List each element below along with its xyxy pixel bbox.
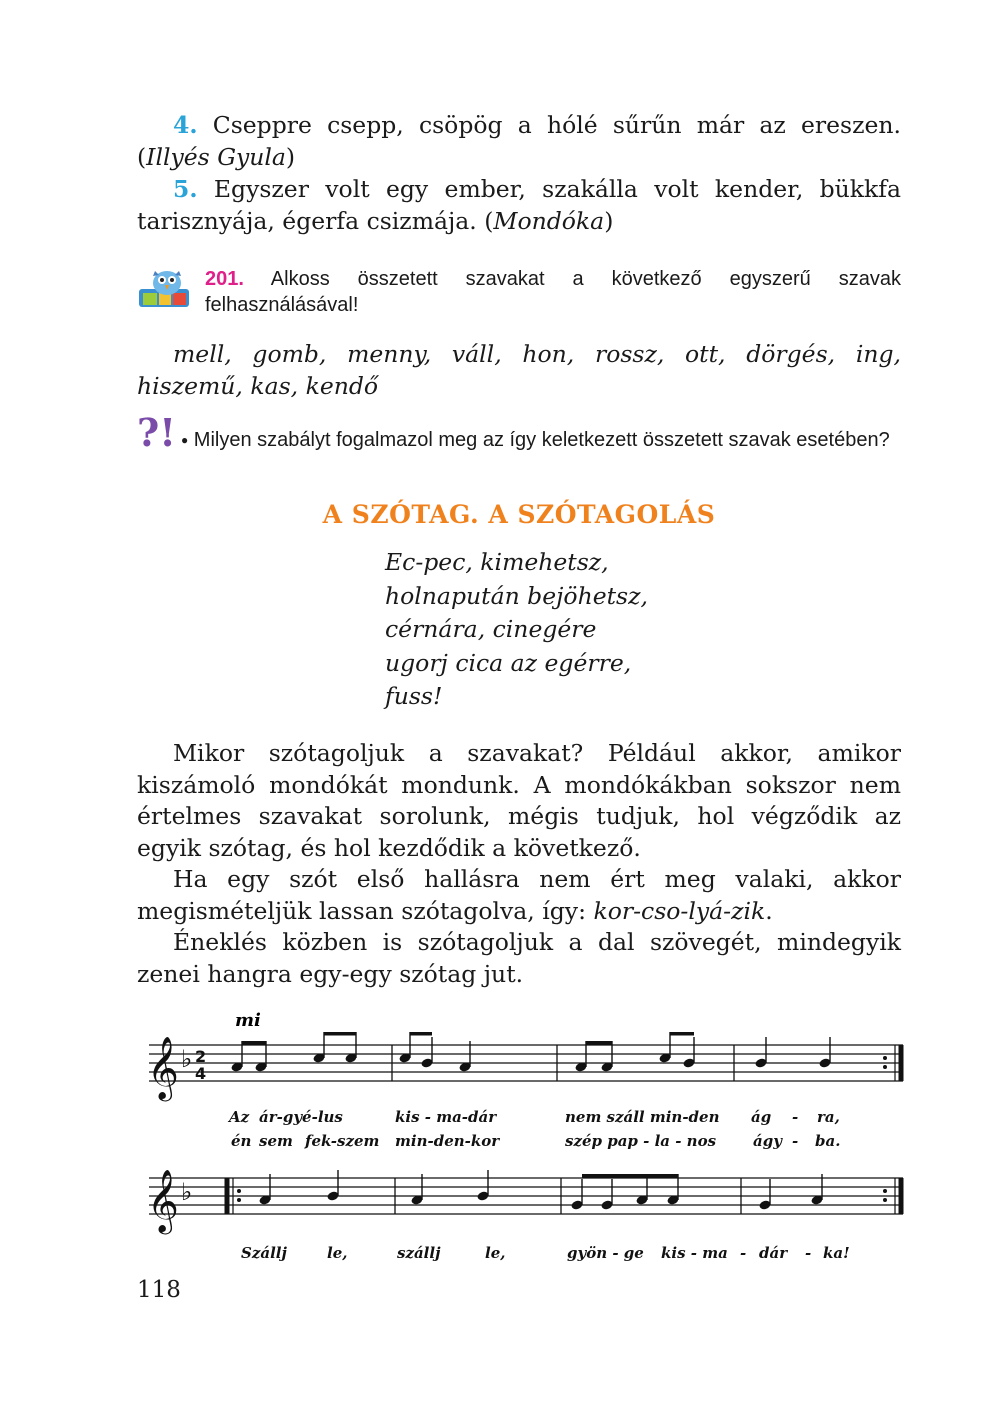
lyric: min-den-kor	[395, 1132, 500, 1150]
question	[137, 427, 901, 453]
item-4	[137, 110, 901, 173]
poem-line: ugorj cica az egérre,	[385, 648, 632, 677]
staff-2	[149, 1178, 903, 1214]
lyric: Szállj	[241, 1244, 287, 1262]
poem-line: fuss!	[385, 682, 443, 710]
lyric: én	[231, 1132, 252, 1150]
lyric: ra,	[817, 1108, 840, 1126]
note-beam	[670, 1032, 694, 1036]
exercise-text: Alkoss összetett szavakat a következő egyszerű szavak felhasználásával!	[205, 268, 901, 316]
item-5	[137, 174, 901, 237]
note-beam	[410, 1032, 432, 1036]
item-number: 4.	[173, 111, 198, 139]
lyric: le,	[327, 1244, 348, 1262]
lyric: -	[792, 1108, 799, 1126]
lyric: -	[740, 1244, 747, 1262]
poem-line: cérnára, cinegére	[385, 615, 597, 643]
item-text: Cseppre csepp, csöpög a hólé sűrűn már az ereszen. (	[137, 111, 901, 171]
item-text: Egyszer volt egy ember, szakálla volt kender, bükkfa tarisznyája, égerfa csizmája. (	[137, 175, 901, 235]
section-title: A SZÓTAG. A SZÓTAGOLÁS	[322, 500, 716, 529]
item-author: Illyés Gyula	[146, 142, 286, 171]
lyric: ág	[751, 1108, 772, 1126]
lyric: sem	[259, 1132, 293, 1150]
lyric: ba.	[815, 1132, 841, 1150]
treble-clef-icon: 𝄞	[147, 1169, 179, 1232]
lyric: szép pap - la - nos	[565, 1132, 717, 1150]
paragraph-text: Ha egy szót első hallásra nem ért meg valaki, akkor megismételjük lassan szótagolva, így:	[137, 865, 901, 925]
question-text: Milyen szabályt fogalmazol meg az így keletkezett összetett szavak esetében?	[188, 429, 890, 451]
bullet: ●	[181, 433, 189, 447]
lyric: Az	[229, 1108, 250, 1126]
exercise-201	[205, 266, 901, 318]
item-close: )	[285, 142, 296, 171]
lyric: kis - ma-dár	[395, 1108, 497, 1126]
poem	[385, 546, 648, 714]
note-beam	[242, 1041, 266, 1045]
treble-clef-icon: 𝄞	[147, 1036, 179, 1099]
lyric: ágy	[753, 1132, 782, 1150]
item-close: )	[604, 206, 614, 235]
paragraph: Mikor szótagoljuk a szavakat? Például akkor, amikor kiszámoló mondókát mondunk. A mondókákban sokszor nem értelmes szavakat sorolunk, mégis tudjuk, hol végződik az egyik szótag, és hol kezdődik a következő.	[137, 739, 901, 862]
exercise-number: 201.	[205, 268, 244, 290]
lyric: le,	[485, 1244, 506, 1262]
lyric: ka!	[823, 1244, 850, 1262]
lyric: fek-szem	[305, 1132, 380, 1150]
note-beam	[324, 1032, 356, 1036]
paragraph: Éneklés közben is szótagoljuk a dal szövegét, mindegyik zenei hangra egy-egy szótag jut.	[137, 928, 901, 988]
solmization-label: mi	[235, 1010, 261, 1031]
body-text	[137, 738, 901, 990]
music-score	[137, 1000, 915, 1268]
paragraph	[137, 864, 901, 927]
note-beam	[582, 1174, 678, 1178]
lyric: gyön - ge	[567, 1244, 644, 1262]
lyric: nem száll min-den	[565, 1108, 720, 1126]
item-number: 5.	[173, 175, 198, 203]
lyric: kis - ma	[661, 1244, 728, 1262]
note-beam	[586, 1041, 612, 1045]
item-author: Mondóka	[493, 206, 605, 235]
poem-line: holnapután bejöhetsz,	[385, 581, 648, 610]
paragraph-end: .	[765, 896, 773, 925]
page-number: 118	[137, 1277, 181, 1303]
lyric: szállj	[397, 1244, 441, 1262]
bird-mascot-icon	[137, 265, 193, 311]
time-signature-bottom: 4	[195, 1064, 207, 1083]
lyric: ár-gyé-lus	[259, 1108, 343, 1126]
poem-line: Ec-pec, kimehetsz,	[385, 548, 609, 576]
flat-icon: ♭	[181, 1178, 193, 1206]
lyric: dár	[759, 1244, 788, 1262]
lyric: -	[805, 1244, 812, 1262]
question-mark-icon: ?!	[137, 410, 176, 455]
word-list: mell, gomb, menny, váll, hon, rossz, ott, dörgés, ing, hiszemű, kas, kendő	[137, 340, 901, 400]
example-word: kor-cso-lyá-zik	[593, 896, 766, 925]
lyric: -	[792, 1132, 799, 1150]
flat-icon: ♭	[181, 1045, 193, 1073]
time-signature-top: 2	[195, 1047, 207, 1066]
